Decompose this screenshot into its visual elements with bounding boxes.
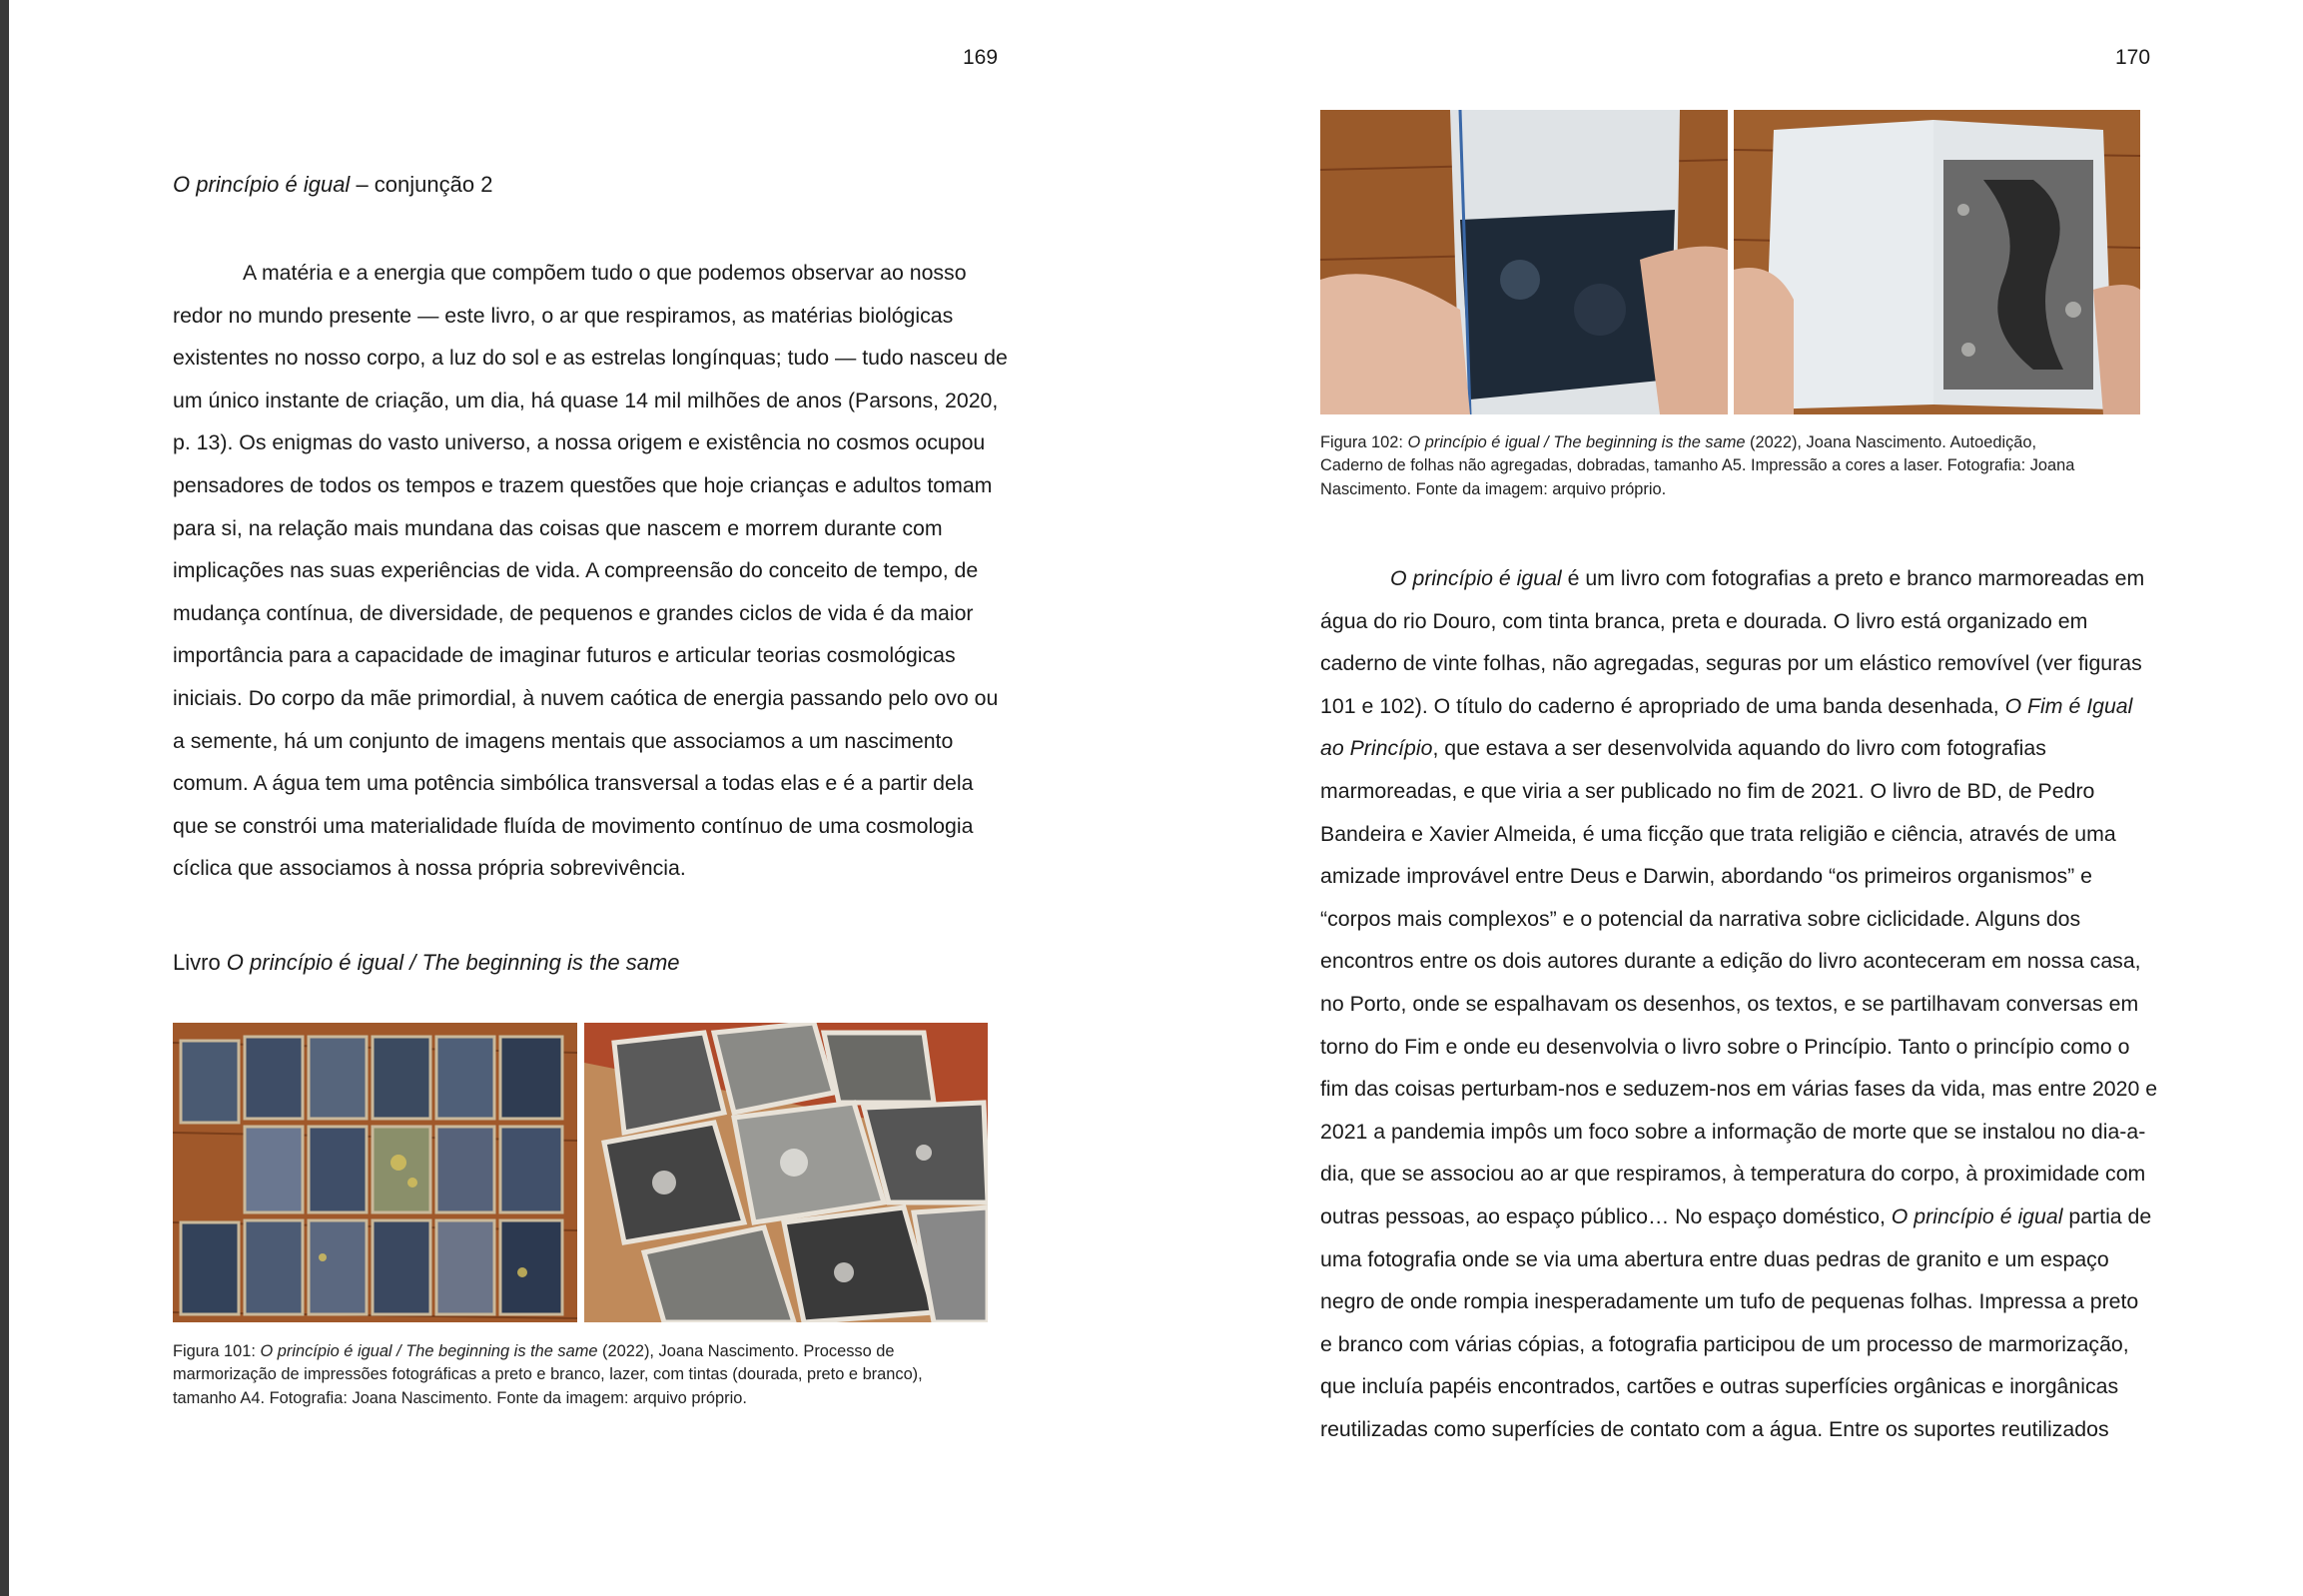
paragraph-line: iniciais. Do corpo da mãe primordial, à nuvem caótica de energia passando pelo ovo ou	[173, 685, 999, 710]
figure-102-caption	[1320, 431, 2074, 501]
caption-line: Caderno de folhas não agregadas, dobradas, tamanho A5. Impressão a cores a laser. Fotografia: Joana	[1320, 456, 2075, 475]
caption-line: Nascimento. Fonte da imagem: arquivo próprio.	[1320, 479, 1667, 498]
paragraph-italic: O princípio é igual	[1891, 1203, 2063, 1228]
paragraph-line: pensadores de todos os tempos e trazem questões que hoje crianças e adultos tomam	[173, 472, 993, 497]
paragraph-text: , que estava a ser desenvolvida aquando do livro com fotografias	[1432, 736, 2046, 761]
paragraph-line: e branco com várias cópias, a fotografia participou de um processo de marmorização,	[1320, 1331, 2129, 1356]
paragraph-line: uma fotografia onde se via uma abertura entre duas pedras de granito e um espaço	[1320, 1246, 2109, 1271]
figure-102-photo-booklet-closed	[1320, 110, 1728, 414]
paragraph-line: marmoreadas, e que viria a ser publicado no fim de 2021. O livro de BD, de Pedro	[1320, 778, 2095, 803]
paragraph-line	[1320, 557, 2157, 600]
paragraph-line: água do rio Douro, com tinta branca, preta e dourada. O livro está organizado em	[1320, 608, 2088, 633]
paragraph-line: implicações nas suas experiências de vida. A compreensão do conceito de tempo, de	[173, 558, 979, 583]
paragraph-text: outras pessoas, ao espaço público… No espaço doméstico,	[1320, 1203, 1892, 1228]
paragraph-line: redor no mundo presente — este livro, o ar que respiramos, as matérias biológicas	[173, 303, 954, 328]
caption-label: Figura 101:	[173, 1342, 261, 1360]
caption-title: O princípio é igual / The beginning is the same	[1407, 433, 1746, 451]
paragraph-line: comum. A água tem uma potência simbólica transversal a todas elas e é a partir dela	[173, 771, 974, 796]
paragraph-line: para si, na relação mais mundana das coisas que nascem e morrem durante com	[173, 515, 943, 540]
paragraph-line: que se constrói uma materialidade fluída de movimento contínuo de uma cosmologia	[173, 813, 974, 838]
figure-102-photo-booklet-open	[1734, 110, 2140, 414]
paragraph-line: encontros entre os dois autores durante a edição do livro aconteceram em nossa casa,	[1320, 949, 2141, 974]
paragraph-line: que incluía papéis encontrados, cartões e outras superfícies orgânicas e inorgânicas	[1320, 1374, 2119, 1399]
paragraph-line: a semente, há um conjunto de imagens mentais que associamos a um nascimento	[173, 728, 954, 753]
page-number: 169	[963, 46, 999, 69]
caption-text: (2022), Joana Nascimento. Autoedição,	[1745, 433, 2037, 451]
paragraph-text: é um livro com fotografias a preto e branco marmoreadas em	[1561, 566, 2145, 590]
paragraph-italic: O princípio é igual	[1390, 566, 1562, 590]
figure-101-caption	[173, 1340, 923, 1410]
paragraph-line: dia, que se associou ao ar que respiramos, à temperatura do corpo, à proximidade com	[1320, 1162, 2146, 1187]
paragraph-line: fim das coisas perturbam-nos e seduzem-nos em várias fases da vida, mas entre 2020 e	[1320, 1077, 2158, 1102]
book-spine	[0, 0, 9, 1596]
figure-101-photo-floor	[173, 1023, 577, 1322]
caption-label: Figura 102:	[1320, 433, 1408, 451]
paragraph-line: torno do Fim e onde eu desenvolvia o livro sobre o Princípio. Tanto o princípio como o	[1320, 1034, 2130, 1059]
figure-101-photo-trays	[584, 1023, 988, 1322]
left-page	[9, 0, 1155, 1596]
caption-text: (2022), Joana Nascimento. Processo de	[597, 1342, 895, 1360]
paragraph-line: existentes no nosso corpo, a luz do sol e as estrelas longínquas; tudo — tudo nasceu de	[173, 346, 1008, 371]
caption-line	[173, 1340, 923, 1363]
paragraph-line: reutilizadas como superfícies de contato com a água. Entre os suportes reutilizados	[1320, 1416, 2109, 1441]
paragraph-line	[1320, 727, 2157, 770]
subsection-title-plain: Livro	[173, 950, 227, 975]
paragraph-text: 101 e 102). O título do caderno é apropriado de uma banda desenhada,	[1320, 693, 2005, 718]
subsection-title-italic: O princípio é igual / The beginning is the same	[226, 950, 680, 975]
caption-line: tamanho A4. Fotografia: Joana Nascimento. Fonte da imagem: arquivo próprio.	[173, 1388, 747, 1407]
page-number: 170	[2115, 46, 2151, 69]
paragraph-line: importância para a capacidade de imaginar futuros e articular teorias cosmológicas	[173, 643, 956, 668]
body-paragraph	[173, 252, 1008, 890]
paragraph-line: p. 13). Os enigmas do vasto universo, a nossa origem e existência no cosmos ocupou	[173, 430, 986, 455]
section-title-rest: – conjunção 2	[350, 172, 493, 197]
paragraph-italic: ao Princípio	[1320, 736, 1433, 761]
section-title-italic: O princípio é igual	[173, 172, 351, 197]
paragraph-line: “corpos mais complexos” e o potencial da narrativa sobre ciclicidade. Alguns dos	[1320, 906, 2081, 931]
paragraph-line: amizade improvável entre Deus e Darwin, abordando “os primeiros organismos” e	[1320, 864, 2092, 889]
right-page	[1155, 0, 2303, 1596]
paragraph-line: Bandeira e Xavier Almeida, é uma ficção que trata religião e ciência, através de uma	[1320, 821, 2116, 846]
caption-line: marmorização de impressões fotográficas a preto e branco, lazer, com tintas (dourada, preto e branco),	[173, 1365, 923, 1384]
paragraph-line	[1320, 685, 2157, 728]
paragraph-line: negro de onde rompia inesperadamente um tufo de pequenas folhas. Impressa a preto	[1320, 1289, 2139, 1314]
paragraph-line: um único instante de criação, um dia, há quase 14 mil milhões de anos (Parsons, 2020,	[173, 388, 999, 412]
paragraph-line: cíclica que associamos à nossa própria sobrevivência.	[173, 856, 686, 881]
paragraph-italic: O Fim é Igual	[2004, 693, 2133, 718]
caption-title: O princípio é igual / The beginning is the same	[260, 1342, 598, 1360]
paragraph-line: A matéria e a energia que compõem tudo o que podemos observar ao nosso	[243, 261, 967, 285]
paragraph-line: no Porto, onde se espalhavam os desenhos, os textos, e se partilhavam conversas em	[1320, 991, 2139, 1016]
paragraph-line: mudança contínua, de diversidade, de pequenos e grandes ciclos de vida é da maior	[173, 600, 974, 625]
paragraph-line: caderno de vinte folhas, não agregadas, seguras por um elástico removível (ver figuras	[1320, 651, 2142, 676]
body-paragraph	[1320, 557, 2157, 1450]
caption-line	[1320, 431, 2074, 454]
subsection-title	[173, 948, 680, 978]
paragraph-line	[1320, 1196, 2157, 1238]
paragraph-text: partia de	[2062, 1203, 2152, 1228]
section-title	[173, 170, 492, 200]
paragraph-line: 2021 a pandemia impôs um foco sobre a informação de morte que se instalou no dia-a-	[1320, 1119, 2146, 1144]
